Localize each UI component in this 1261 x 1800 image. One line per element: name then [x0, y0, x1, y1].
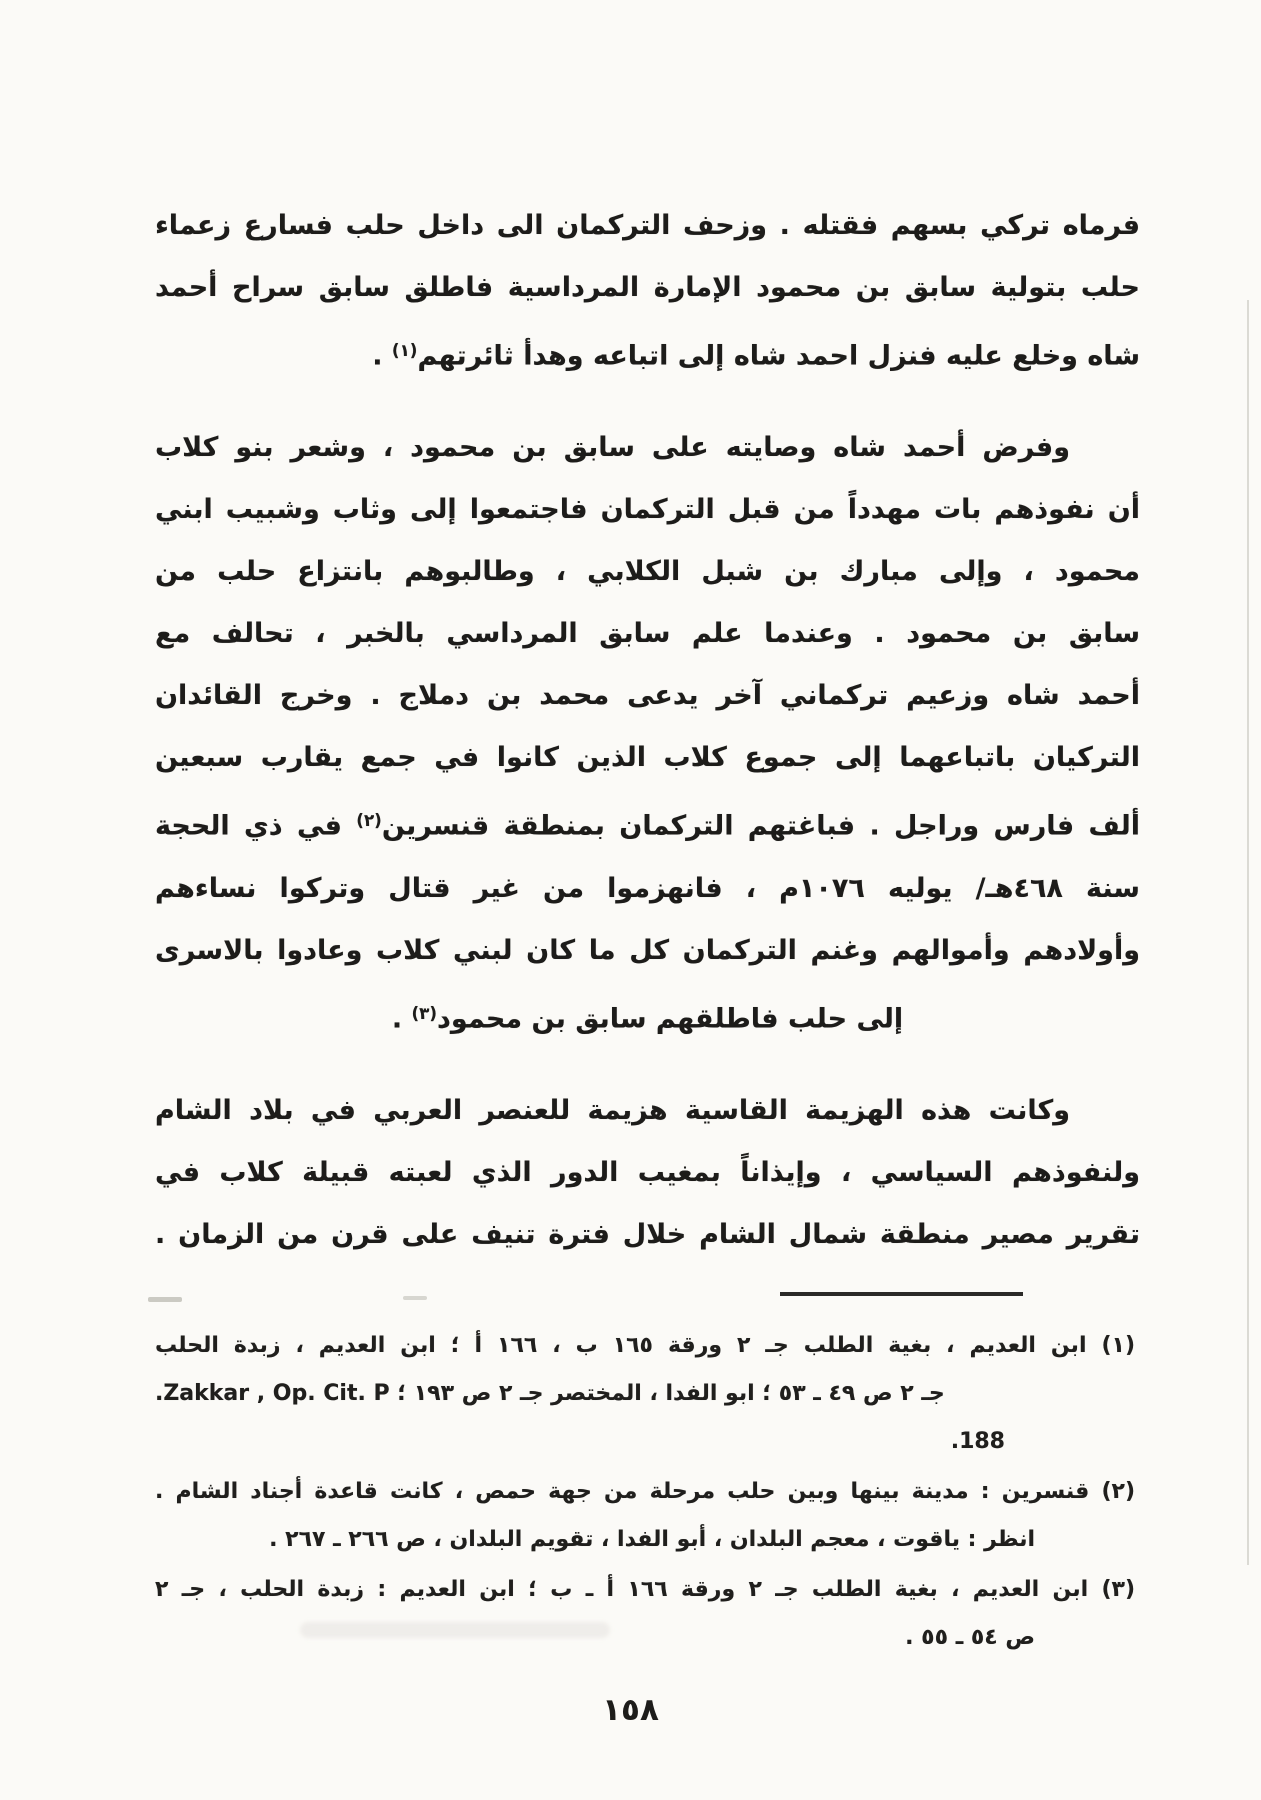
scan-edge-line [1247, 300, 1249, 1565]
scan-smudge [148, 1297, 182, 1302]
footnote-line: (٢) قنسرين : مدينة بينها وبين حلب مرحلة من جهة حمص ، كانت قاعدة أجناد الشام . [155, 1479, 1135, 1504]
paragraph [155, 1322, 1135, 1466]
body-line: حلب بتولية سابق بن محمود الإمارة المرداسية فاطلق سابق سراح أحمد [155, 272, 1140, 303]
body-line: تقرير مصير منطقة شمال الشام خلال فترة تنيف على قرن من الزمان . [155, 1219, 1140, 1251]
footnote-separator [780, 1292, 1023, 1296]
body-line: سنة ٤٦٨هـ/ يوليه ١٠٧٦م ، فانهزموا من غير قتال وتركوا نساءهم [155, 872, 1140, 904]
footnote-marker: (١) [391, 340, 418, 360]
body-text [155, 195, 1140, 1266]
footnote-line: (١) ابن العديم ، بغية الطلب جـ ٢ ورقة ١٦٥ ب ، ١٦٦ أ ؛ ابن العديم ، زبدة الحلب [155, 1333, 1136, 1358]
footnote-marker: (٣) [411, 1002, 438, 1023]
scan-ink-ghost [300, 1622, 610, 1638]
body-line: وأولادهم وأموالهم وغنم التركمان كل ما كان لبني كلاب وعادوا بالاسرى [155, 934, 1140, 966]
body-line: ألف فارس وراجل . فباغتهم التركمان بمنطقة قنسرين$^{(٢)}$ في ذي الحجة [155, 810, 1141, 842]
paragraph [155, 417, 1140, 1050]
body-line: ولنفوذهم السياسي ، وإيذاناً بمغيب الدور الذي لعبته قبيلة كلاب في [155, 1157, 1140, 1189]
footnotes [155, 1322, 1135, 1662]
paragraph [155, 1566, 1135, 1662]
body-line: أحمد شاه وزعيم تركماني آخر يدعى محمد بن دملاج . وخرج القائدان [155, 680, 1140, 712]
footnote-line: ص ٥٤ ـ ٥٥ . [905, 1625, 1035, 1650]
paragraph [155, 1080, 1140, 1266]
footnote-line: 188. [950, 1429, 1005, 1454]
body-line: وفرض أحمد شاه وصايته على سابق بن محمود ، وشعر بنو كلاب [155, 432, 1070, 464]
footnote-line: جـ ٢ ص ٤٩ ـ ٥٣ ؛ ابو الفدا ، المختصر جـ ٢ ص ١٩٣ ؛ Zakkar , Op. Cit. P. [155, 1381, 945, 1406]
body-line: شاه وخلع عليه فنزل احمد شاه إلى اتباعه وهدأ ثائرتهم$^{(١)}$ . [372, 340, 1140, 372]
body-line: سابق بن محمود . وعندما علم سابق المرداسي بالخبر ، تحالف مع [155, 618, 1140, 650]
body-line: إلى حلب فاطلقهم سابق بن محمود$^{(٣)}$ . [391, 1002, 904, 1035]
body-line: محمود ، وإلى مبارك بن شبل الكلابي ، وطالبوهم بانتزاع حلب من [155, 556, 1140, 588]
page-number: ١٥٨ [602, 1692, 659, 1728]
footnote-line: انظر : ياقوت ، معجم البلدان ، أبو الفدا ، تقويم البلدان ، ص ٢٦٦ ـ ٢٦٧ . [269, 1527, 1035, 1552]
footnote-line: (٣) ابن العديم ، بغية الطلب جـ ٢ ورقة ١٦٦ أ ـ ب ؛ ابن العديم : زبدة الحلب ، جـ ٢ [155, 1577, 1136, 1602]
body-line: أن نفوذهم بات مهدداً من قبل التركمان فاجتمعوا إلى وثاب وشبيب ابني [155, 494, 1140, 526]
body-line: وكانت هذه الهزيمة القاسية هزيمة للعنصر العربي في بلاد الشام [155, 1095, 1070, 1127]
paragraph [155, 1468, 1135, 1564]
body-line: التركيان باتباعهما إلى جموع كلاب الذين كانوا في جمع يقارب سبعين [155, 742, 1140, 774]
paragraph [155, 195, 1140, 387]
body-line: فرماه تركي بسهم فقتله . وزحف التركمان الى داخل حلب فسارع زعماء [155, 210, 1140, 241]
scan-smudge [403, 1296, 427, 1300]
footnote-marker: (٢) [356, 810, 382, 831]
